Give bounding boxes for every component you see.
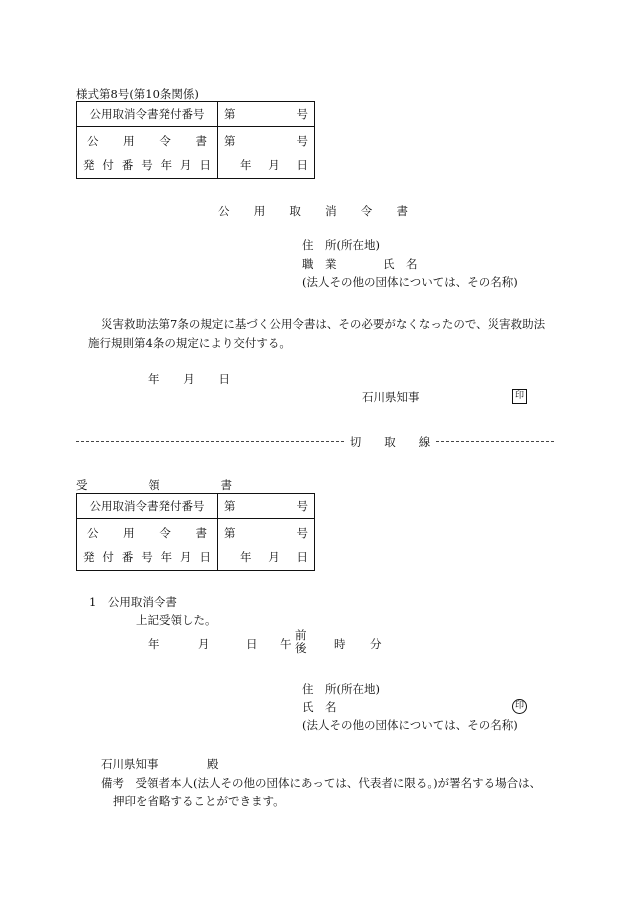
issue-number-table: [76, 101, 315, 179]
receipt-order-number-value: 第 号: [224, 525, 308, 540]
receipt-address: 住 所(所在地): [302, 682, 380, 696]
receipt-issue-date-label-chars: 発 付 番 号 年 月 日: [83, 549, 211, 564]
issue-date-label-chars: 発 付 番 号 年 月 日: [83, 157, 211, 172]
seal-mark: 印: [512, 389, 527, 404]
receipt-honorific: 殿: [207, 757, 219, 771]
remark-line-1: 備考 受領者本人(法人その他の団体にあっては、代表者に限る。)が署名する場合は、: [101, 776, 542, 790]
document-title: 公 用 取 消 令 書: [218, 204, 408, 218]
form-label: 様式第8号(第10条関係): [76, 87, 199, 101]
order-label-chars: 公 用 令 書: [87, 133, 207, 148]
receipt-issue-number-label: 公用取消令書発付番号: [77, 494, 218, 519]
receipt-received: 上記受領した。: [136, 613, 217, 627]
issue-date: 年 月 日: [148, 372, 230, 386]
receipt-issue-number-table: 公用取消令書発付番号 第 号 公 用 令 書 発 付 番 号 年 月 日 第 号 年 月 日: [76, 493, 315, 571]
issue-date-value: 年 月 日: [240, 157, 308, 172]
addressee-occupation: 職 業: [302, 257, 337, 271]
order-number-value: 第 号: [224, 133, 308, 148]
receipt-note: (法人その他の団体については、その名称): [302, 718, 518, 732]
body-line-1: 災害救助法第7条の規定に基づく公用令書は、その必要がなくなったので、災害救助法: [101, 317, 546, 331]
issue-number-label: 公用取消令書発付番号: [77, 102, 218, 127]
body-line-2: 施行規則第4条の規定により交付する。: [88, 336, 291, 350]
receipt-recipient: 石川県知事: [101, 757, 159, 771]
cut-line: [76, 434, 554, 448]
receipt-datetime: 年 月 日 午 前 後 時 分: [148, 628, 382, 655]
issue-number-prefix: 第: [224, 107, 236, 121]
receipt-order-label-chars: 公 用 令 書: [87, 525, 207, 540]
receipt-issue-date-value: 年 月 日: [240, 549, 308, 564]
cut-line-label: 切 取 線: [346, 434, 434, 450]
issue-number-suffix: 号: [296, 107, 308, 121]
receipt-item: 1 公用取消令書: [89, 595, 177, 609]
addressee-address: 住 所(所在地): [302, 238, 380, 252]
addressee-note: (法人その他の団体については、その名称): [302, 275, 518, 289]
issuer: 石川県知事: [362, 390, 420, 404]
receipt-seal-mark: 印: [512, 699, 527, 714]
addressee-name: 氏 名: [383, 257, 418, 271]
receipt-name: 氏 名: [302, 700, 337, 714]
receipt-title: 受 領 書: [76, 478, 232, 492]
remark-line-2: 押印を省略することができます。: [113, 794, 285, 808]
